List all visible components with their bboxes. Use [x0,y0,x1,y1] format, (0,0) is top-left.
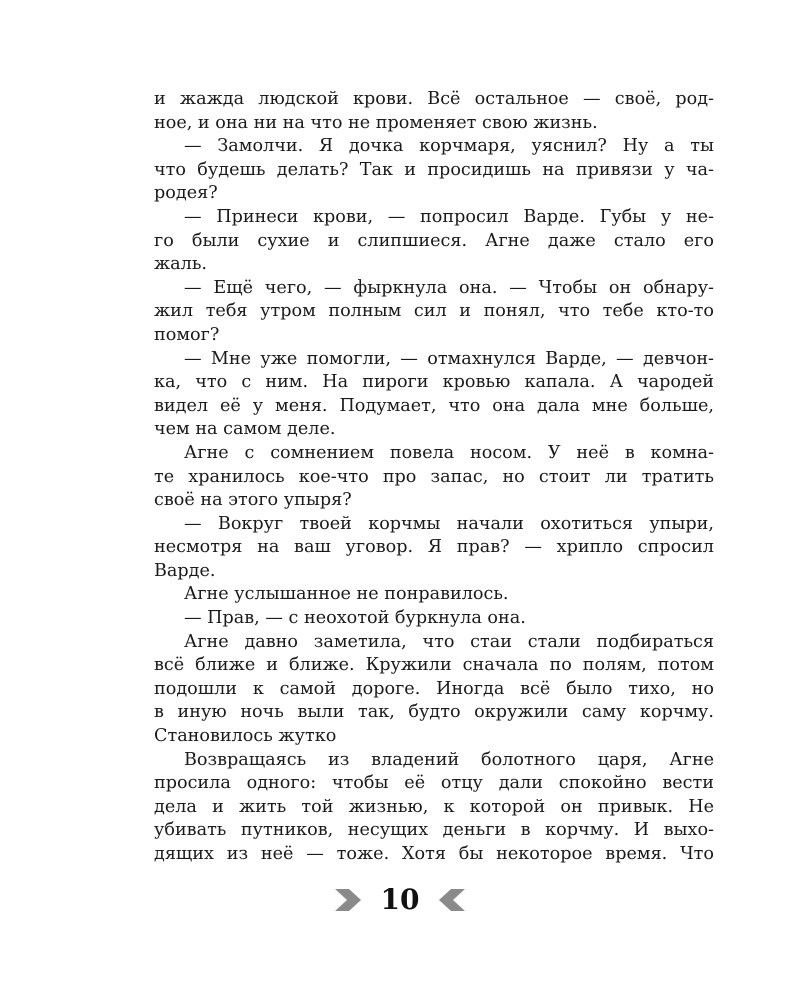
text-line: и жажда людской крови. Всё остальное — своё, род- [154,89,714,109]
text-line: ное, и она ни на что не променяет свою жизнь. [154,112,598,133]
text-line: те хранилось кое-что про запас, но стоит ли тратить [154,466,714,487]
page-number: 10 [380,883,420,916]
text-line: ка, что с ним. На пироги кровью капала. А чародей [154,372,714,393]
text-line: всё ближе и ближе. Кружили сначала по полям, потом [154,655,714,676]
text-line: — Замолчи. Я дочка корчмаря, уяснил? Ну а ты [184,136,714,157]
text-line: жил тебя утром полным сил и понял, что тебе кто-то [154,301,714,322]
text-line: чем на самом деле. [154,419,336,440]
text-line: го были сухие и слипшиеся. Агне даже стало его [154,230,714,251]
text-line: родея? [154,183,218,204]
text-line: Варде. [154,560,216,581]
text-line: Агне давно заметила, что стаи стали подбираться [184,631,714,652]
text-line: — Прав, — с неохотой буркнула она. [184,608,526,629]
text-line: несмотря на ваш уговор. Я прав? — хрипло спросил [154,537,714,558]
text-line: подошли к самой дороге. Иногда всё было тихо, но [154,678,714,699]
text-line: Агне с сомнением повела носом. У неё в комна- [184,442,714,463]
text-line: — Ещё чего, — фыркнула она. — Чтобы он обнару- [184,277,714,298]
text-line: дела и жить той жизнью, к которой он привык. Не [154,796,714,817]
text-line: — Мне уже помогли, — отмахнулся Варде, — девчон- [184,348,714,369]
text-line: что будешь делать? Так и просидишь на привязи у ча- [154,159,714,180]
page-folio [0,878,800,922]
chevron-right-icon [333,887,363,913]
text-line: Агне услышанное не понравилось. [184,584,509,605]
text-line: своё на этого упыря? [154,490,352,511]
page-body-text [154,88,714,867]
text-line: помог? [154,324,220,345]
chevron-left-icon [437,887,467,913]
text-line: Возвращаясь из владений болотного царя, Агне [184,749,714,770]
text-line: убивать путников, несущих деньги в корчму. И выхо- [154,820,714,841]
text-line: — Вокруг твоей корчмы начали охотиться упыри, [184,513,714,534]
text-line: просила одного: чтобы её отцу дали спокойно вести [154,773,714,794]
text-line: видел её у меня. Подумает, что она дала мне больше, [154,395,714,416]
text-line: — Принеси крови, — попросил Варде. Губы у не- [184,206,714,227]
text-line: в иную ночь выли так, будто окружили саму корчму. [154,702,714,723]
text-line: Становилось жутко [154,726,337,747]
text-line: дящих из неё — тоже. Хотя бы некоторое время. Что [154,844,714,864]
text-line: жаль. [154,254,208,275]
